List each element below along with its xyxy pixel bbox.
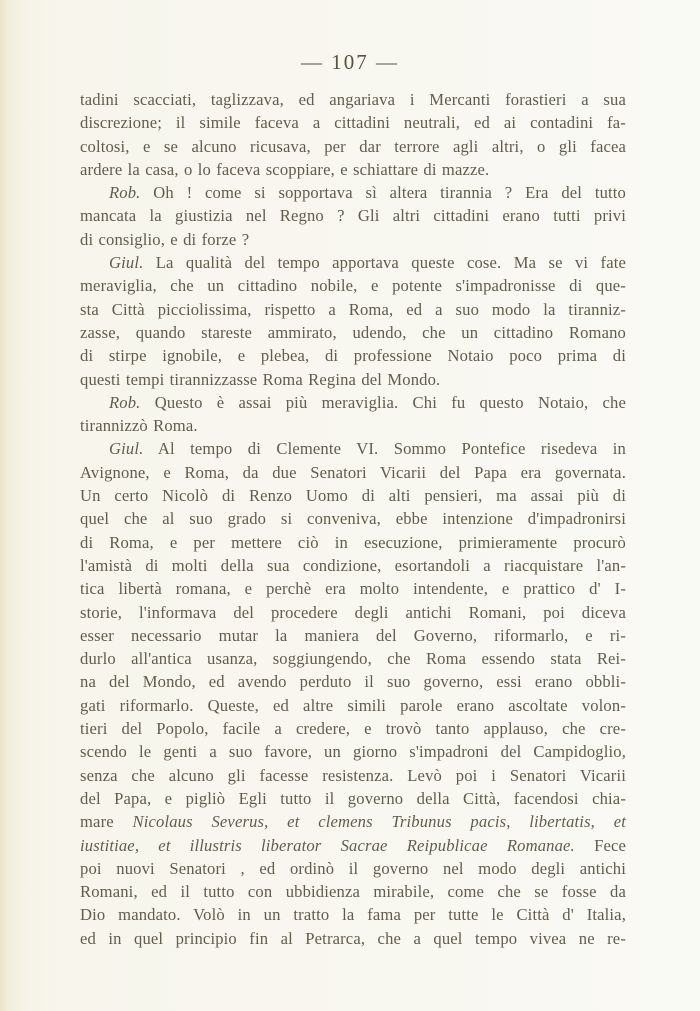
text-line — [80, 251, 626, 274]
text-line — [80, 670, 626, 693]
text-segment: di stirpe ignobile, e plebea, di professione Notaio poco prima di — [80, 346, 626, 366]
text-line — [80, 274, 626, 297]
text-line — [80, 414, 626, 437]
text-segment: durlo all'antica usanza, soggiungendo, che Roma essendo stata Rei- — [80, 649, 626, 669]
text-line — [80, 158, 626, 181]
text-line — [80, 437, 626, 460]
text-line — [80, 554, 626, 577]
text-segment: La qualità del tempo apportava queste cose. Ma se vi fate — [143, 253, 626, 273]
text-line — [80, 927, 626, 950]
text-line — [80, 740, 626, 763]
text-segment: poi nuovi Senatori , ed ordinò il governo nel modo degli antichi — [80, 858, 626, 878]
text-line — [80, 135, 626, 158]
page-text — [80, 88, 626, 950]
text-segment: tirannizzò Roma. — [80, 416, 198, 436]
text-line — [80, 298, 626, 321]
text-segment: questi tempi tirannizzasse Roma Regina del Mondo. — [80, 369, 441, 389]
text-line — [80, 717, 626, 740]
text-line — [80, 461, 626, 484]
text-segment: Dio mandato. Volò in un tratto la fama per tutte le Città d' Italia, — [80, 905, 626, 925]
text-segment: mancata la giustizia nel Regno ? Gli altri cittadini erano tutti privi — [80, 206, 626, 226]
text-line — [80, 181, 626, 204]
text-segment: Questo è assai più meraviglia. Chi fu questo Notaio, che — [140, 392, 626, 412]
text-segment: di Roma, e per mettere ciò in esecuzione, primieramente procurò — [80, 532, 626, 552]
text-segment: Avignone, e Roma, da due Senatori Vicarii del Papa era governata. — [80, 462, 626, 482]
text-line — [80, 880, 626, 903]
page-number: — 107 — — [301, 50, 399, 74]
text-line — [80, 577, 626, 600]
text-line — [80, 344, 626, 367]
text-segment: Un certo Nicolò di Renzo Uomo di alti pensieri, ma assai più di — [80, 486, 626, 506]
text-segment: discrezione; il simile faceva a cittadini neutrali, ed ai contadini fa- — [80, 113, 626, 133]
text-segment: tadini scacciati, taglizzava, ed angariava i Mercanti forastieri a sua — [80, 90, 626, 109]
text-segment: esser necessario mutar la maniera del Governo, riformarlo, e ri- — [80, 625, 626, 645]
italic-text-segment: Rob. — [109, 183, 141, 203]
text-line — [80, 857, 626, 880]
text-segment: Oh ! come si sopportava sì altera tirannia ? Era del tutto — [140, 183, 626, 203]
text-line — [80, 391, 626, 414]
text-line — [80, 694, 626, 717]
text-segment: gati riformarlo. Queste, ed altre simili parole erano ascoltate volon- — [80, 695, 626, 715]
text-segment: coltosi, e se alcuno ricusava, per dar terrore agli altri, o gli facea — [80, 136, 626, 156]
text-line — [80, 810, 626, 833]
text-segment: quel che al suo grado si conveniva, ebbe intenzione d'impadronirsi — [80, 509, 626, 529]
text-segment: ardere la casa, o lo faceva scoppiare, e schiattare di mazze. — [80, 159, 490, 179]
italic-text-segment: Giul. — [109, 253, 144, 273]
text-line — [80, 204, 626, 227]
text-segment: tica libertà romana, e perchè era molto intendente, e prattico d' I- — [80, 579, 626, 599]
text-line — [80, 88, 626, 111]
italic-text-segment: Nicolaus Severus, et clemens Tribunus pacis, libertatis, et — [132, 812, 626, 832]
text-line — [80, 764, 626, 787]
text-line — [80, 531, 626, 554]
text-segment: tieri del Popolo, facile a credere, e trovò tanto applauso, che cre- — [80, 719, 626, 739]
italic-text-segment: Giul. — [109, 439, 144, 459]
text-line — [80, 507, 626, 530]
text-line — [80, 368, 626, 391]
text-segment: di consiglio, e di forze ? — [80, 229, 250, 249]
text-segment: scendo le genti a suo favore, un giorno s'impadroni del Campidoglio, — [80, 742, 626, 762]
italic-text-segment: iustitiae, et illustris liberator Sacrae Reipublicae Romanae. — [80, 835, 575, 855]
italic-text-segment: Rob. — [109, 392, 141, 412]
text-segment: ed in quel principio fin al Petrarca, che a quel tempo vivea ne re- — [80, 928, 626, 948]
text-line — [80, 647, 626, 670]
text-segment: Romani, ed il tutto con ubbidienza mirabile, come che se fosse da — [80, 882, 626, 902]
text-line — [80, 787, 626, 810]
text-line — [80, 484, 626, 507]
text-segment: Fece — [574, 835, 626, 855]
text-segment: senza che alcuno gli facesse resistenza. Levò poi i Senatori Vicarii — [80, 765, 626, 785]
text-segment: na del Mondo, ed avendo perduto il suo governo, essi erano obbli- — [80, 672, 626, 692]
text-segment: sta Città picciolissima, rispetto a Roma, ed a suo modo la tiranniz- — [80, 299, 626, 319]
text-segment: mare — [80, 812, 133, 832]
text-line — [80, 111, 626, 134]
text-segment: del Papa, e pigliò Egli tutto il governo della Città, facendosi chia- — [80, 788, 626, 808]
text-segment: zasse, quando stareste ammirato, udendo, che un cittadino Romano — [80, 322, 626, 342]
text-line — [80, 624, 626, 647]
text-line — [80, 228, 626, 251]
text-line — [80, 834, 626, 857]
text-line — [80, 321, 626, 344]
text-segment: l'amistà di molti della sua condizione, esortandoli a riacquistare l'an- — [80, 555, 626, 575]
text-line — [80, 903, 626, 926]
text-segment: storie, l'informava del procedere degli antichi Romani, poi diceva — [80, 602, 626, 622]
text-segment: meraviglia, che un cittadino nobile, e potente s'impadronisse di que- — [80, 276, 626, 296]
text-line — [80, 601, 626, 624]
text-segment: Al tempo di Clemente VI. Sommo Pontefice risedeva in — [143, 439, 626, 459]
